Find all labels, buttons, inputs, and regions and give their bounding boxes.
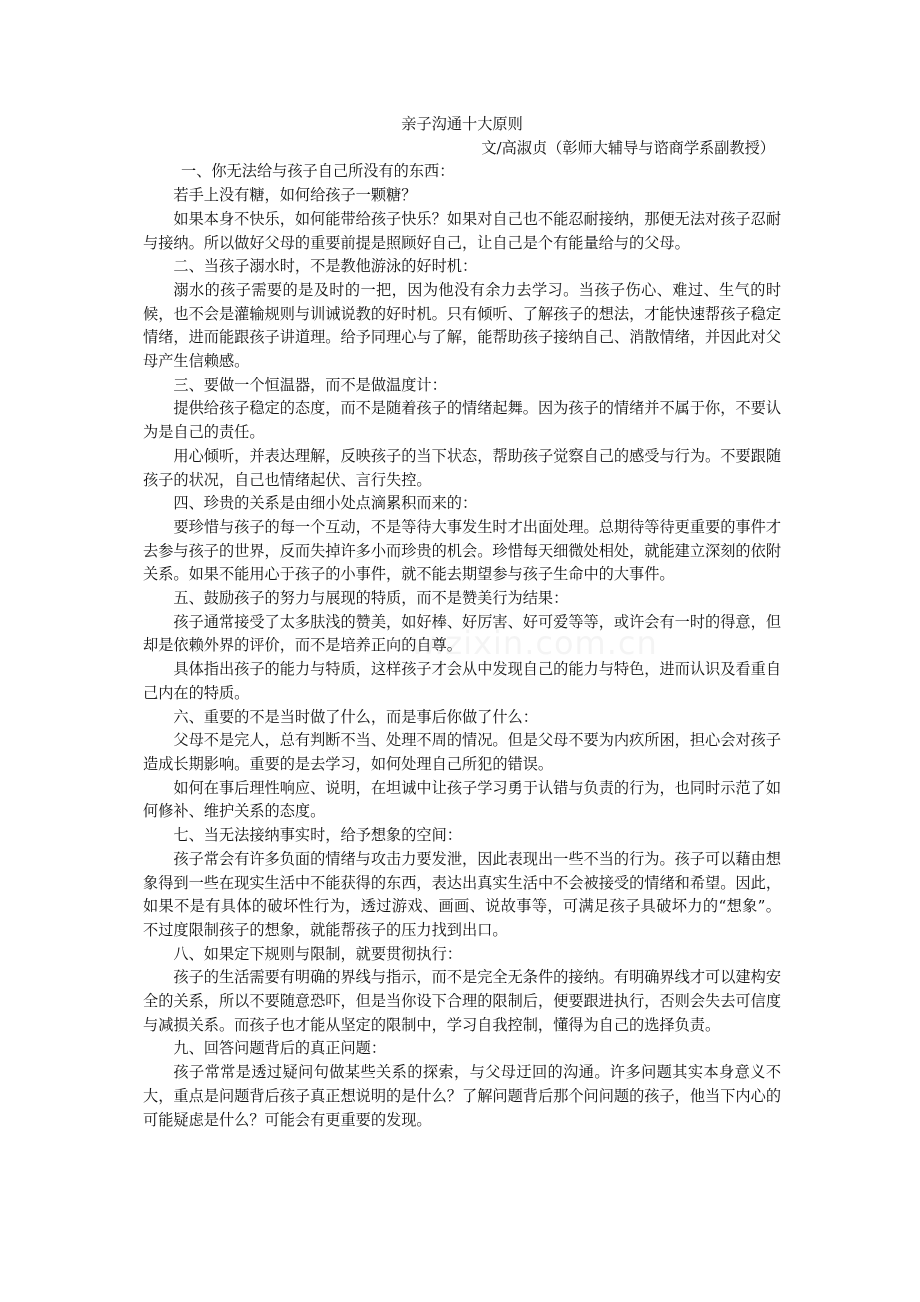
paragraph: 具体指出孩子的能力与特质，这样孩子才会从中发现自己的能力与特色，进而认识及看重自己内在的特质。 <box>143 660 781 702</box>
section-heading: 八、如果定下规则与限制，就要贯彻执行： <box>173 944 462 963</box>
paragraph: 孩子常会有许多负面的情绪与攻击力要发泄，因此表现出一些不当的行为。孩子可以藉由想象得到一些在现实生活中不能获得的东西，表达出真实生活中不会被接受的情绪和希望。因此，如果不是有具体的破坏性行为，透过游戏、画画、说故事等，可满足孩子具破坏力的“想象”。不过度限制孩子的想象，就能帮孩子的压力找到出口。 <box>143 849 781 939</box>
section-7 <box>143 824 781 943</box>
section-heading: 一、你无法给与孩子自己所没有的东西： <box>181 162 455 181</box>
section-1 <box>143 160 781 255</box>
document-author: 文/高淑贞（彰师大辅导与谘商学系副教授） <box>481 138 775 157</box>
paragraph: 溺水的孩子需要的是及时的一把，因为他没有余力去学习。当孩子伤心、难过、生气的时候，也不会是灌输规则与训诫说教的好时机。只有倾听、了解孩子的想法，才能快速帮孩子稳定情绪，进而能跟孩子讲道理。给予同理心与了解，能帮助孩子接纳自己、消散情绪，并因此对父母产生信赖感。 <box>143 280 781 371</box>
section-heading: 四、珍贵的关系是由细小处点滴累积而来的： <box>173 494 478 513</box>
paragraph: 提供给孩子稳定的态度，而不是随着孩子的情绪起舞。因为孩子的情绪并不属于你，不要认为是自己的责任。 <box>143 399 781 442</box>
paragraph: 父母不是完人，总有判断不当、处理不周的情况。但是父母不要为内疚所困，担心会对孩子造成长期影响。重要的是去学习，如何处理自己所犯的错误。 <box>143 731 781 773</box>
paragraph: 孩子的生活需要有明确的界线与指示，而不是完全无条件的接纳。有明确界线才可以建构安全的关系，所以不要随意恐吓，但是当你设下合理的限制后，便要跟进执行，否则会失去可信度与减损关系。而孩子也才能从坚定的限制中，学习自我控制，懂得为自己的选择负责。 <box>143 968 781 1034</box>
section-heading: 二、当孩子溺水时，不是教他游泳的好时机： <box>173 257 478 276</box>
paragraph: 若手上没有糖，如何给孩子一颗糖？ <box>173 186 417 205</box>
section-heading: 七、当无法接纳事实时，给予想象的空间： <box>173 826 462 845</box>
document-title: 亲子沟通十大原则 <box>401 115 523 133</box>
section-9 <box>143 1037 781 1132</box>
paragraph: 孩子通常接受了太多肤浅的赞美，如好棒、好厉害、好可爱等等，或许会有一时的得意，但却是依赖外界的评价，而不是培养正向的自尊。 <box>143 612 781 655</box>
section-3 <box>143 374 781 493</box>
paragraph: 孩子常常是透过疑问句做某些关系的探索，与父母迂回的沟通。许多问题其实本身意义不大，重点是问题背后孩子真正想说明的是什么？了解问题背后那个问问题的孩子，他当下内心的可能疑虑是什么？可能会有更重要的发现。 <box>143 1063 781 1129</box>
section-6 <box>143 706 781 825</box>
section-heading: 三、要做一个恒温器，而不是做温度计： <box>173 375 447 394</box>
paragraph: 用心倾听，并表达理解，反映孩子的当下状态，帮助孩子觉察自己的感受与行为。不要跟随孩子的状况，自己也情绪起伏、言行失控。 <box>143 446 781 489</box>
document-body <box>143 113 781 1132</box>
section-heading: 九、回答问题背后的真正问题： <box>173 1039 387 1058</box>
paragraph: 要珍惜与孩子的每一个互动，不是等待大事发生时才出面处理。总期待等待更重要的事件才去参与孩子的世界，反而失掉许多小而珍贵的机会。珍惜每天细微处相处，就能建立深刻的依附关系。如果不能用心于孩子的小事件，就不能去期望参与孩子生命中的大事件。 <box>143 517 781 584</box>
section-8 <box>143 943 781 1038</box>
section-heading: 五、鼓励孩子的努力与展现的特质，而不是赞美行为结果： <box>173 589 569 608</box>
section-heading: 六、重要的不是当时做了什么，而是事后你做了什么： <box>173 707 538 726</box>
section-5 <box>143 587 781 706</box>
section-4 <box>143 492 781 587</box>
paragraph: 如何在事后理性响应、说明，在坦诚中让孩子学习勇于认错与负责的行为，也同时示范了如何修补、维护关系的态度。 <box>143 778 781 821</box>
section-2 <box>143 255 781 374</box>
paragraph: 如果本身不快乐，如何能带给孩子快乐？如果对自己也不能忍耐接纳，那便无法对孩子忍耐与接纳。所以做好父母的重要前提是照顾好自己，让自己是个有能量给与的父母。 <box>143 209 781 252</box>
